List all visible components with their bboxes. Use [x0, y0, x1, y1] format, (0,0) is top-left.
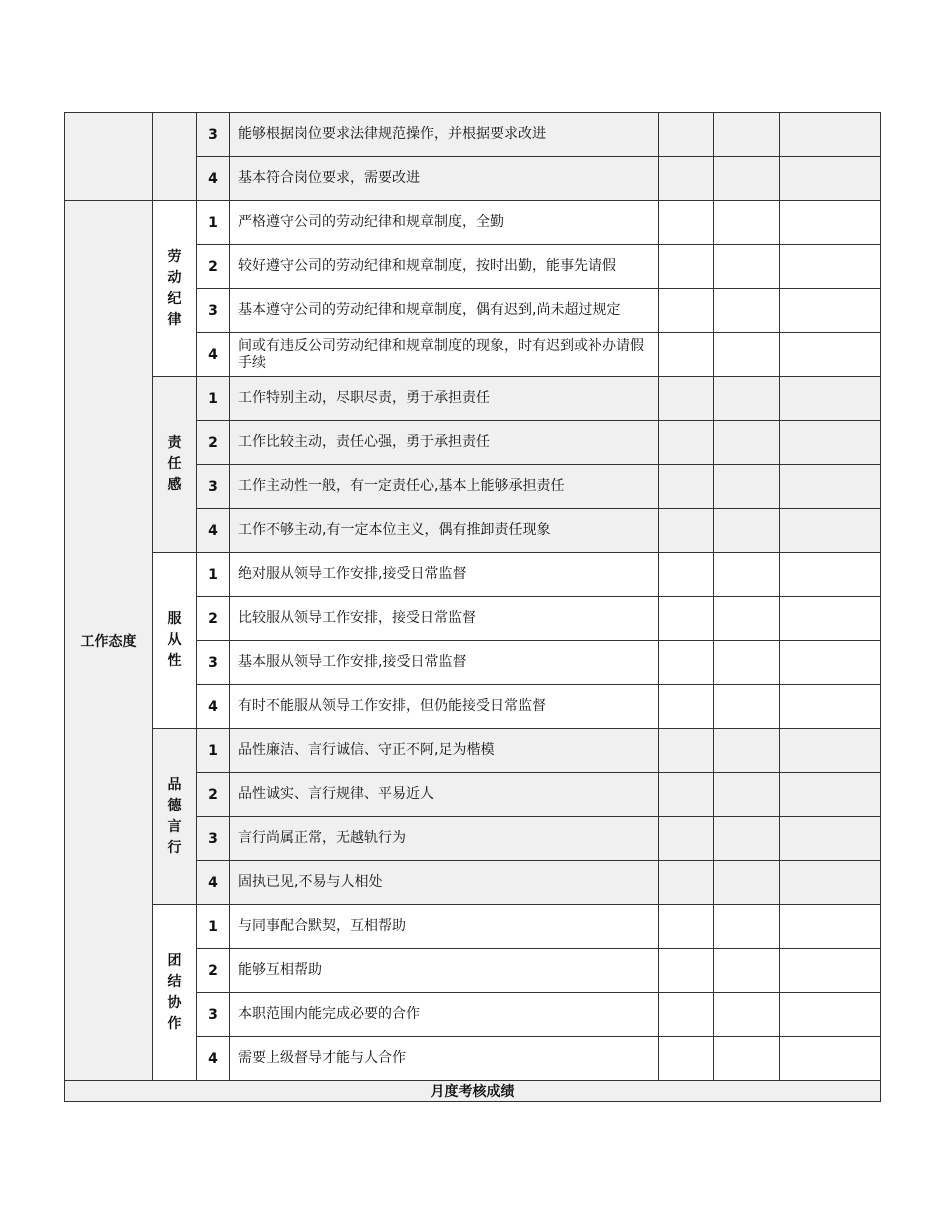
- score-cell[interactable]: [714, 685, 780, 729]
- criterion-description: 比较服从领导工作安排，接受日常监督: [230, 597, 659, 641]
- footer-row: [65, 1081, 881, 1102]
- score-cell[interactable]: [780, 465, 881, 509]
- score-cell[interactable]: [659, 641, 714, 685]
- score-cell[interactable]: [780, 949, 881, 993]
- score-cell[interactable]: [780, 905, 881, 949]
- score-cell[interactable]: [714, 729, 780, 773]
- score-cell[interactable]: [780, 597, 881, 641]
- score-cell[interactable]: [714, 993, 780, 1037]
- subcategory-char: 从: [167, 632, 182, 648]
- category-work-attitude: 工作态度: [65, 201, 153, 1081]
- score-cell[interactable]: [780, 377, 881, 421]
- score-cell[interactable]: [780, 113, 881, 157]
- score-cell[interactable]: [780, 685, 881, 729]
- subcategory-char: 团: [167, 952, 182, 969]
- score-cell[interactable]: [659, 949, 714, 993]
- score-cell[interactable]: [714, 421, 780, 465]
- subcategory-char: 德: [167, 797, 182, 814]
- criterion-number: 4: [197, 1037, 230, 1081]
- score-cell[interactable]: [714, 861, 780, 905]
- criterion-description: 工作特别主动，尽职尽责，勇于承担责任: [230, 377, 659, 421]
- score-cell[interactable]: [714, 773, 780, 817]
- criterion-description: 工作主动性一般，有一定责任心,基本上能够承担责任: [230, 465, 659, 509]
- criterion-description: 工作不够主动,有一定本位主义，偶有推卸责任现象: [230, 509, 659, 553]
- score-cell[interactable]: [714, 333, 780, 377]
- score-cell[interactable]: [714, 113, 780, 157]
- criterion-description: 与同事配合默契，互相帮助: [230, 905, 659, 949]
- subcategory-char: 感: [167, 477, 182, 493]
- subcategory-char: 行: [167, 839, 182, 856]
- score-cell[interactable]: [780, 729, 881, 773]
- score-cell[interactable]: [714, 553, 780, 597]
- criterion-description: 能够根据岗位要求法律规范操作，并根据要求改进: [230, 113, 659, 157]
- score-cell[interactable]: [780, 817, 881, 861]
- subcategory-char: 服: [167, 611, 182, 627]
- criterion-number: 3: [197, 817, 230, 861]
- criterion-description: 绝对服从领导工作安排,接受日常监督: [230, 553, 659, 597]
- score-cell[interactable]: [659, 509, 714, 553]
- score-cell[interactable]: [714, 289, 780, 333]
- score-cell[interactable]: [714, 465, 780, 509]
- monthly-score-footer: 月度考核成绩: [65, 1081, 881, 1102]
- score-cell[interactable]: [659, 993, 714, 1037]
- table-row: [65, 113, 881, 157]
- criterion-number: 3: [197, 465, 230, 509]
- criterion-number: 3: [197, 993, 230, 1037]
- criterion-description: 固执已见,不易与人相处: [230, 861, 659, 905]
- table-row: [65, 553, 881, 597]
- subcategory-char: 任: [167, 456, 182, 472]
- score-cell[interactable]: [659, 289, 714, 333]
- criterion-number: 4: [197, 333, 230, 377]
- score-cell[interactable]: [714, 905, 780, 949]
- score-cell[interactable]: [659, 201, 714, 245]
- score-cell[interactable]: [780, 509, 881, 553]
- criterion-description: 严格遵守公司的劳动纪律和规章制度，全勤: [230, 201, 659, 245]
- score-cell[interactable]: [780, 333, 881, 377]
- subcategory-char: 纪: [167, 290, 182, 307]
- criterion-description: 言行尚属正常，无越轨行为: [230, 817, 659, 861]
- criterion-number: 1: [197, 905, 230, 949]
- criterion-number: 3: [197, 641, 230, 685]
- criterion-number: 2: [197, 597, 230, 641]
- subcategory-cell-prev: [153, 113, 197, 201]
- evaluation-table: [64, 112, 881, 1102]
- score-cell[interactable]: [780, 245, 881, 289]
- score-cell[interactable]: [780, 993, 881, 1037]
- score-cell[interactable]: [780, 289, 881, 333]
- score-cell[interactable]: [780, 157, 881, 201]
- criterion-description: 本职范围内能完成必要的合作: [230, 993, 659, 1037]
- criterion-description: 工作比较主动，责任心强，勇于承担责任: [230, 421, 659, 465]
- score-cell[interactable]: [780, 641, 881, 685]
- score-cell[interactable]: [659, 377, 714, 421]
- criterion-number: 4: [197, 157, 230, 201]
- subcategory-char: 性: [167, 653, 182, 669]
- criterion-number: 2: [197, 949, 230, 993]
- subcategory-char: 动: [167, 269, 182, 286]
- criterion-number: 2: [197, 773, 230, 817]
- criterion-description: 较好遵守公司的劳动纪律和规章制度，按时出勤，能事先请假: [230, 245, 659, 289]
- score-cell[interactable]: [714, 949, 780, 993]
- score-cell[interactable]: [659, 905, 714, 949]
- score-cell[interactable]: [659, 1037, 714, 1081]
- subcategory-char: 品: [167, 776, 182, 793]
- score-cell[interactable]: [714, 377, 780, 421]
- score-cell[interactable]: [780, 861, 881, 905]
- criterion-description: 基本符合岗位要求，需要改进: [230, 157, 659, 201]
- table-row: [65, 201, 881, 245]
- subcategory-char: 律: [167, 311, 182, 328]
- score-cell[interactable]: [780, 553, 881, 597]
- criterion-description: 能够互相帮助: [230, 949, 659, 993]
- score-cell[interactable]: [780, 1037, 881, 1081]
- table-row: [65, 905, 881, 949]
- score-cell[interactable]: [659, 773, 714, 817]
- score-cell[interactable]: [714, 201, 780, 245]
- score-cell[interactable]: [714, 817, 780, 861]
- criterion-number: 4: [197, 509, 230, 553]
- table-row: [65, 729, 881, 773]
- subcategory-teamwork: [153, 905, 197, 1081]
- subcategory-char: 协: [167, 994, 182, 1011]
- table-row: [65, 377, 881, 421]
- score-cell[interactable]: [659, 861, 714, 905]
- criterion-description: 品性诚实、言行规律、平易近人: [230, 773, 659, 817]
- criterion-number: 3: [197, 289, 230, 333]
- score-cell[interactable]: [714, 641, 780, 685]
- subcategory-char: 责: [167, 435, 182, 451]
- subcategory-responsibility: [153, 377, 197, 553]
- criterion-number: 1: [197, 553, 230, 597]
- criterion-number: 2: [197, 245, 230, 289]
- subcategory-obedience: [153, 553, 197, 729]
- score-cell[interactable]: [780, 421, 881, 465]
- subcategory-conduct: [153, 729, 197, 905]
- score-cell[interactable]: [780, 201, 881, 245]
- criterion-description: 有时不能服从领导工作安排，但仍能接受日常监督: [230, 685, 659, 729]
- score-cell[interactable]: [714, 245, 780, 289]
- score-cell[interactable]: [659, 245, 714, 289]
- score-cell[interactable]: [659, 465, 714, 509]
- criterion-number: 4: [197, 861, 230, 905]
- subcategory-char: 劳: [167, 248, 182, 265]
- score-cell[interactable]: [659, 333, 714, 377]
- score-cell[interactable]: [659, 817, 714, 861]
- criterion-description: 基本服从领导工作安排,接受日常监督: [230, 641, 659, 685]
- category-cell-prev: [65, 113, 153, 201]
- criterion-description: 需要上级督导才能与人合作: [230, 1037, 659, 1081]
- subcategory-char: 结: [167, 973, 182, 990]
- criterion-description: 品性廉洁、言行诚信、守正不阿,足为楷模: [230, 729, 659, 773]
- score-cell[interactable]: [714, 597, 780, 641]
- score-cell[interactable]: [659, 157, 714, 201]
- score-cell[interactable]: [659, 685, 714, 729]
- score-cell[interactable]: [659, 553, 714, 597]
- criterion-number: 1: [197, 201, 230, 245]
- criterion-description: 间或有违反公司劳动纪律和规章制度的现象，时有迟到或补办请假手续: [230, 333, 659, 377]
- criterion-number: 1: [197, 377, 230, 421]
- criterion-number: 1: [197, 729, 230, 773]
- subcategory-char: 言: [167, 818, 182, 835]
- score-cell[interactable]: [659, 113, 714, 157]
- subcategory-labor-discipline: [153, 201, 197, 377]
- score-cell[interactable]: [780, 773, 881, 817]
- criterion-description: 基本遵守公司的劳动纪律和规章制度，偶有迟到,尚未超过规定: [230, 289, 659, 333]
- score-cell[interactable]: [659, 421, 714, 465]
- criterion-number: 2: [197, 421, 230, 465]
- score-cell[interactable]: [659, 729, 714, 773]
- score-cell[interactable]: [714, 509, 780, 553]
- criterion-number: 3: [197, 113, 230, 157]
- score-cell[interactable]: [659, 597, 714, 641]
- subcategory-char: 作: [167, 1015, 182, 1032]
- score-cell[interactable]: [714, 1037, 780, 1081]
- score-cell[interactable]: [714, 157, 780, 201]
- criterion-number: 4: [197, 685, 230, 729]
